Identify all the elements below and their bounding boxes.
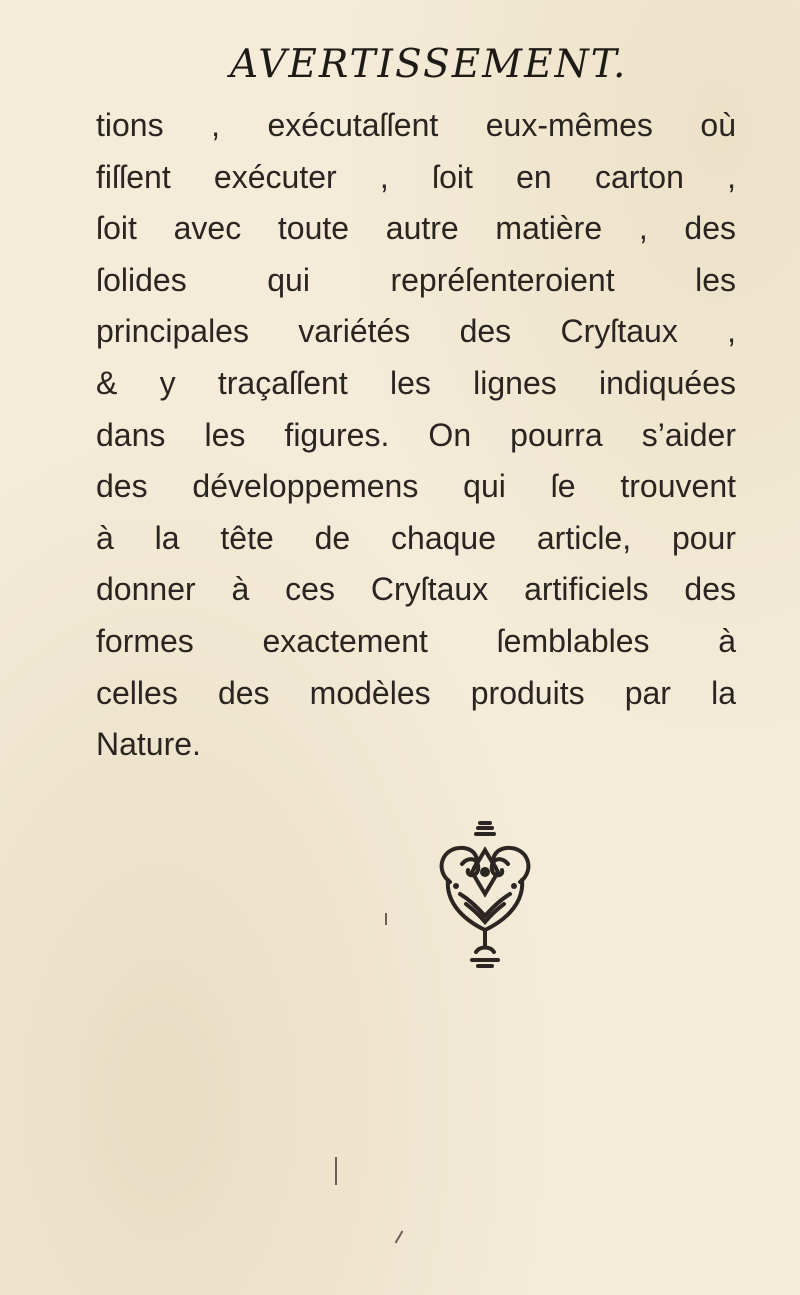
text-line: tions , exécutaſſent eux-mêmes où (96, 107, 736, 143)
ink-speck (335, 1157, 337, 1185)
body-text (96, 100, 736, 771)
text-line: & y traçaſſent les lignes indiquées (96, 364, 736, 401)
ink-speck (395, 1230, 404, 1243)
text-line: à la tête de chaque article, pour (96, 519, 736, 556)
text-line: ſolides qui repréſenteroient les (96, 261, 736, 298)
running-head: AVERTISSEMENT. (230, 42, 628, 87)
ink-speck (385, 913, 387, 925)
text-line: formes exactement ſemblables à (96, 622, 736, 659)
text-line: dans les figures. On pourra s’aider (96, 416, 736, 453)
text-line: celles des modèles produits par la (96, 674, 736, 711)
text-line: des développemens qui ſe trouvent (96, 468, 736, 505)
text-line: fiſſent exécuter , ſoit en carton , (96, 158, 736, 195)
text-line-last: Nature. (96, 726, 201, 763)
text-line: principales variétés des Cryſtaux , (96, 313, 736, 350)
text-line: ſoit avec toute autre matière , des (96, 210, 736, 247)
floral-vignette-icon (420, 820, 550, 970)
text-line: donner à ces Cryſtaux artificiels des (96, 571, 736, 608)
